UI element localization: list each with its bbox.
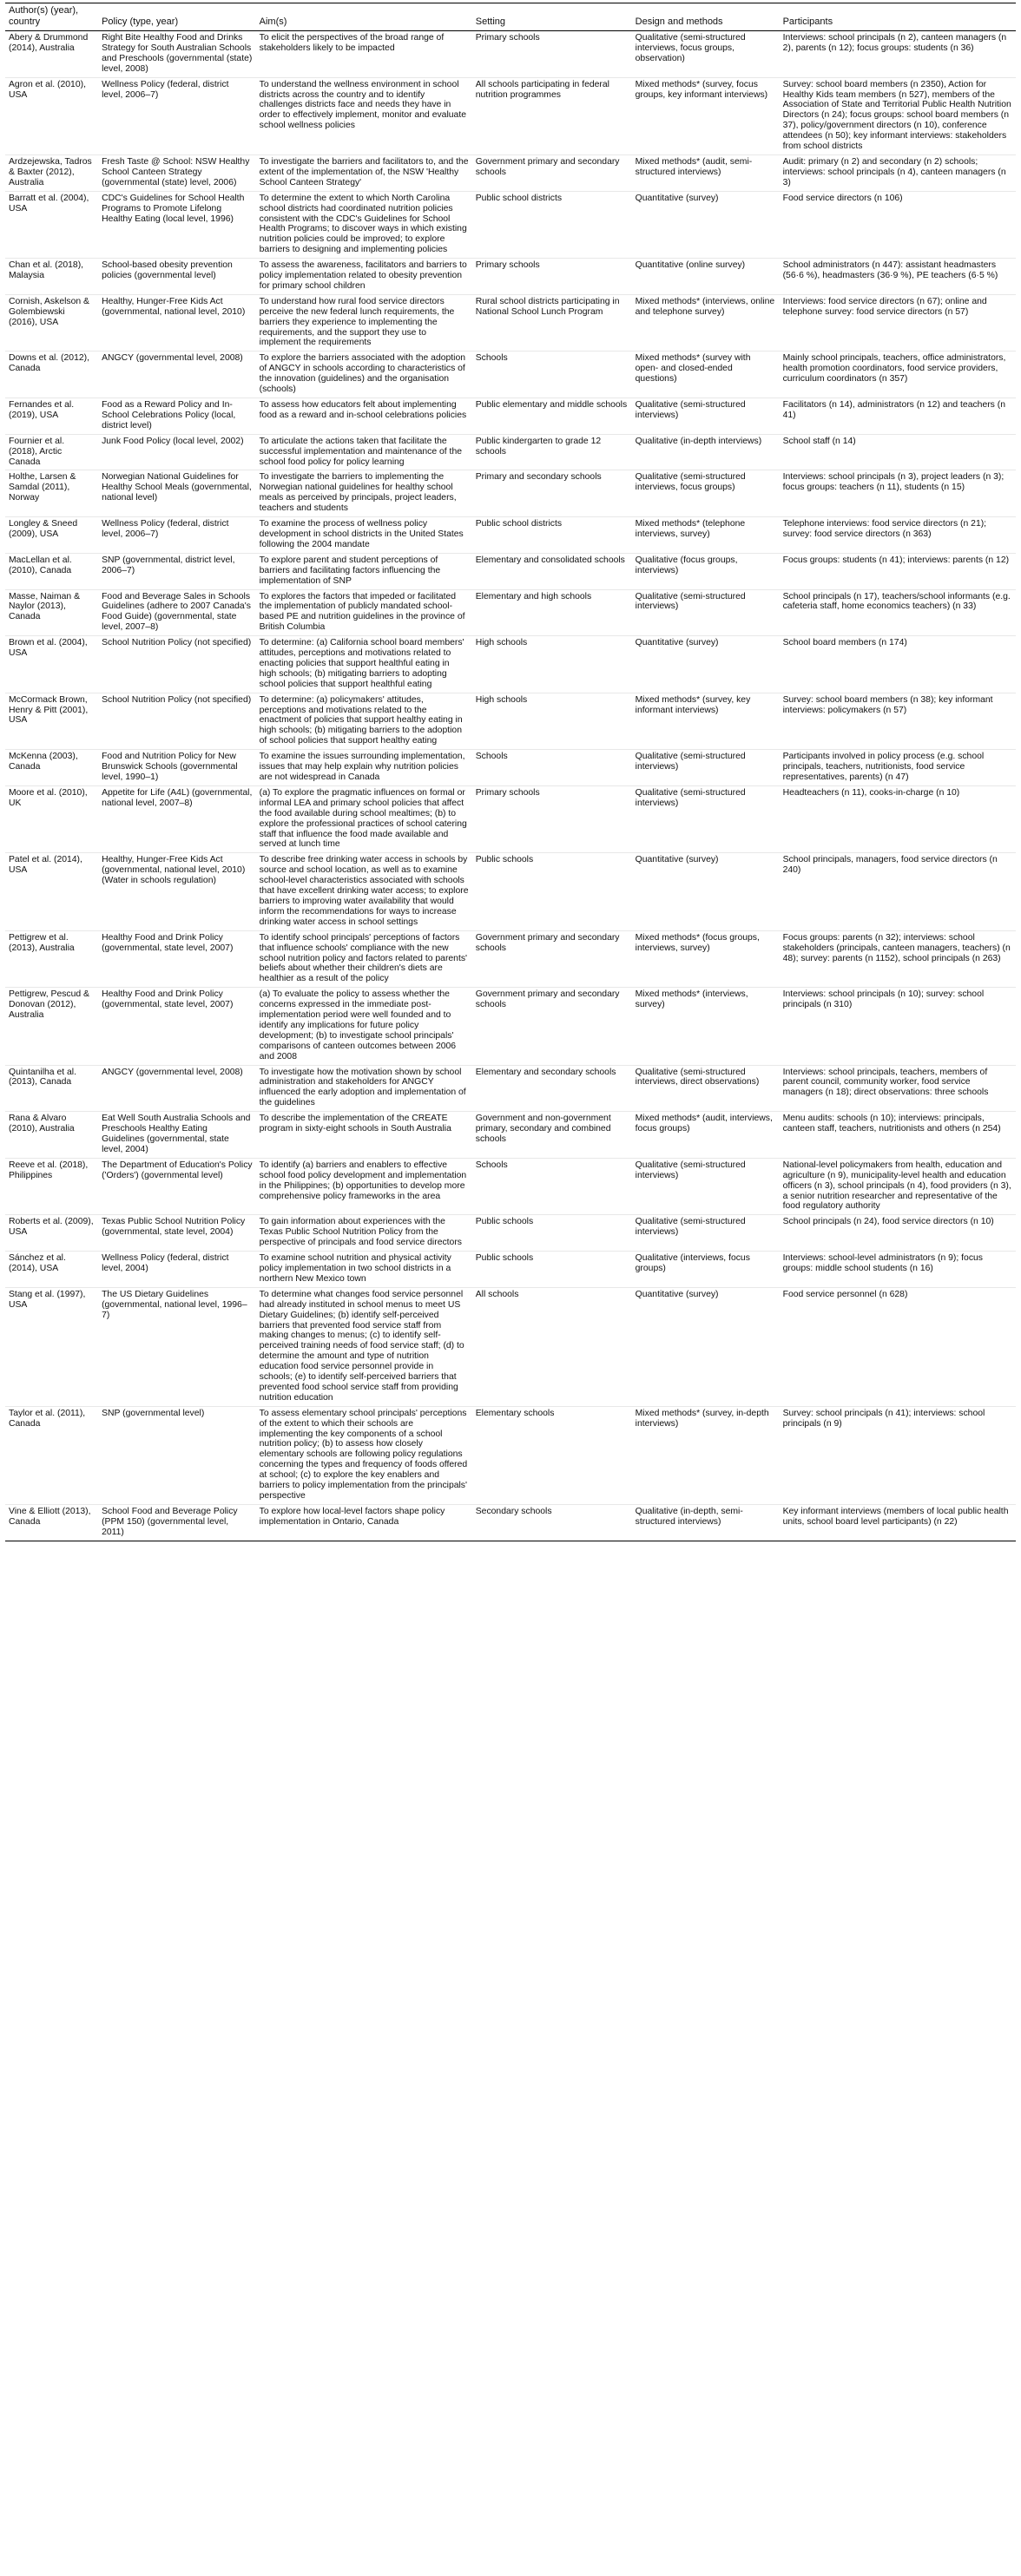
policy-cell: Fresh Taste @ School: NSW Healthy School Canteen Strategy (governmental (state) level, 2006)	[98, 154, 256, 191]
design-cell: Qualitative (in-depth, semi-structured interviews)	[632, 1504, 780, 1541]
design-cell: Mixed methods* (survey, key informant interviews)	[632, 693, 780, 750]
authors-cell: Holthe, Larsen & Samdal (2011), Norway	[5, 470, 98, 517]
column-header-setting: Setting	[472, 3, 632, 31]
aims-cell: To assess elementary school principals' perceptions of the extent to which their schools are implementing the key components of a school nutrition policy; (b) to assess how closely elementary schools are following policy regulations concerning the types and frequency of foods offered at school; (c) to explore the key enablers and barriers to policy implementation from the principals' perspective	[256, 1406, 472, 1504]
design-cell: Quantitative (survey)	[632, 1287, 780, 1406]
participants-cell: Menu audits: schools (n 10); interviews: principals, canteen staff, teachers, nutritionists and others (n 254)	[780, 1112, 1016, 1159]
authors-cell: Sánchez et al. (2014), USA	[5, 1252, 98, 1288]
setting-cell: Government primary and secondary schools	[472, 930, 632, 988]
participants-cell: National-level policymakers from health, education and agriculture (n 9), municipality-level health and education officers (n 3), school principals (n 4), food providers (n 3), a senior nutrition researcher and representative of the food regulatory authority	[780, 1158, 1016, 1215]
setting-cell: Public schools	[472, 1215, 632, 1252]
aims-cell: (a) To evaluate the policy to assess whether the concerns expressed in the immediate post-implementation period were well founded and to identify any implications for future policy development; (b) to investigate school principals' comparisons of canteen outcomes between 2006 and 2008	[256, 988, 472, 1065]
table-row	[5, 1252, 1016, 1288]
table-row	[5, 589, 1016, 636]
setting-cell: Public schools	[472, 853, 632, 930]
aims-cell: To understand the wellness environment in school districts across the country and to identify challenges districts face and needs they have in order to effectively implement, monitor and evaluate school wellness policies	[256, 77, 472, 154]
table-row	[5, 352, 1016, 398]
authors-cell: Rana & Alvaro (2010), Australia	[5, 1112, 98, 1159]
setting-cell: Schools	[472, 750, 632, 786]
setting-cell: Primary schools	[472, 31, 632, 78]
policy-cell: Junk Food Policy (local level, 2002)	[98, 434, 256, 470]
design-cell: Mixed methods* (interviews, survey)	[632, 988, 780, 1065]
aims-cell: To examine the issues surrounding implementation, issues that may help explain why nutrition policies are not widespread in Canada	[256, 750, 472, 786]
design-cell: Qualitative (semi-structured interviews)	[632, 1158, 780, 1215]
authors-cell: McKenna (2003), Canada	[5, 750, 98, 786]
setting-cell: Primary schools	[472, 785, 632, 852]
policy-cell: Healthy Food and Drink Policy (governmental, state level, 2007)	[98, 930, 256, 988]
table-row	[5, 434, 1016, 470]
table-row	[5, 398, 1016, 435]
aims-cell: To determine what changes food service personnel had already instituted in school menus to meet US Dietary Guidelines; (b) identify self-perceived barriers that prevented food service staff from making changes to menus; (c) to identify self-perceived training needs of food service staff; (d) to determine the amount and type of nutrition education food service personnel provide in schools; (e) to identify self-perceived barriers that prevented food school service staff from providing nutrition education	[256, 1287, 472, 1406]
policy-cell: ANGCY (governmental level, 2008)	[98, 352, 256, 398]
participants-cell: Interviews: school principals (n 2), canteen managers (n 2), parents (n 12); focus groups: students (n 36)	[780, 31, 1016, 78]
authors-cell: Masse, Naiman & Naylor (2013), Canada	[5, 589, 98, 636]
aims-cell: To gain information about experiences with the Texas Public School Nutrition Policy from the perspective of principals and food service directors	[256, 1215, 472, 1252]
setting-cell: Public elementary and middle schools	[472, 398, 632, 435]
table-row	[5, 77, 1016, 154]
authors-cell: Reeve et al. (2018), Philippines	[5, 1158, 98, 1215]
policy-cell: Appetite for Life (A4L) (governmental, national level, 2007–8)	[98, 785, 256, 852]
aims-cell: To articulate the actions taken that facilitate the successful implementation and maintenance of the school food policy for policy learning	[256, 434, 472, 470]
policy-cell: Eat Well South Australia Schools and Preschools Healthy Eating Guidelines (governmental, state level, 2004)	[98, 1112, 256, 1159]
design-cell: Mixed methods* (survey with open- and closed-ended questions)	[632, 352, 780, 398]
aims-cell: To identify school principals' perceptions of factors that influence schools' compliance with the new school nutrition policy and factors related to parents' beliefs about whether their children's diets are healthier as a result of the policy	[256, 930, 472, 988]
setting-cell: Elementary and secondary schools	[472, 1065, 632, 1112]
participants-cell: School principals (n 24), food service directors (n 10)	[780, 1215, 1016, 1252]
participants-cell: Interviews: school-level administrators (n 9); focus groups: middle school students (n 16)	[780, 1252, 1016, 1288]
setting-cell: High schools	[472, 636, 632, 693]
design-cell: Qualitative (semi-structured interviews)	[632, 1215, 780, 1252]
setting-cell: Elementary and consolidated schools	[472, 553, 632, 589]
table-row	[5, 1158, 1016, 1215]
authors-cell: Moore et al. (2010), UK	[5, 785, 98, 852]
policy-cell: CDC's Guidelines for School Health Programs to Promote Lifelong Healthy Eating (local level, 1996)	[98, 191, 256, 258]
aims-cell: To assess how educators felt about implementing food as a reward and in-school celebrations policies	[256, 398, 472, 435]
table-row	[5, 785, 1016, 852]
authors-cell: Stang et al. (1997), USA	[5, 1287, 98, 1406]
setting-cell: Government primary and secondary schools	[472, 988, 632, 1065]
policy-cell: Wellness Policy (federal, district level, 2006–7)	[98, 77, 256, 154]
design-cell: Qualitative (interviews, focus groups)	[632, 1252, 780, 1288]
authors-cell: Abery & Drummond (2014), Australia	[5, 31, 98, 78]
authors-cell: Patel et al. (2014), USA	[5, 853, 98, 930]
setting-cell: Public schools	[472, 1252, 632, 1288]
design-cell: Quantitative (online survey)	[632, 259, 780, 295]
table-row	[5, 988, 1016, 1065]
aims-cell: To describe free drinking water access in schools by source and school location, as well as to examine school-level characteristics associated with schools that have excellent drinking water access; to explore barriers to improving water availability that would inform the recommendations for ways to increase drinking water access in school settings	[256, 853, 472, 930]
participants-cell: Mainly school principals, teachers, office administrators, health promotion coordinators, food service providers, curriculum coordinators (n 357)	[780, 352, 1016, 398]
design-cell: Mixed methods* (audit, semi-structured interviews)	[632, 154, 780, 191]
table-body	[5, 31, 1016, 1541]
policy-cell: Healthy, Hunger-Free Kids Act (governmental, national level, 2010)	[98, 294, 256, 352]
authors-cell: Barratt et al. (2004), USA	[5, 191, 98, 258]
policy-cell: Food and Nutrition Policy for New Brunswick Schools (governmental level, 1990–1)	[98, 750, 256, 786]
setting-cell: Public school districts	[472, 191, 632, 258]
participants-cell: Interviews: school principals (n 3), project leaders (n 3); focus groups: teachers (n 11), students (n 15)	[780, 470, 1016, 517]
studies-table	[5, 3, 1016, 1541]
design-cell: Mixed methods* (survey, focus groups, key informant interviews)	[632, 77, 780, 154]
table-row	[5, 1215, 1016, 1252]
design-cell: Quantitative (survey)	[632, 636, 780, 693]
authors-cell: Ardzejewska, Tadros & Baxter (2012), Australia	[5, 154, 98, 191]
table-row	[5, 470, 1016, 517]
authors-cell: Chan et al. (2018), Malaysia	[5, 259, 98, 295]
design-cell: Quantitative (survey)	[632, 853, 780, 930]
setting-cell: Public school districts	[472, 517, 632, 554]
setting-cell: All schools participating in federal nutrition programmes	[472, 77, 632, 154]
participants-cell: Survey: school board members (n 38); key informant interviews: policymakers (n 57)	[780, 693, 1016, 750]
setting-cell: High schools	[472, 693, 632, 750]
design-cell: Mixed methods* (survey, in-depth interviews)	[632, 1406, 780, 1504]
authors-cell: MacLellan et al. (2010), Canada	[5, 553, 98, 589]
authors-cell: Quintanilha et al. (2013), Canada	[5, 1065, 98, 1112]
aims-cell: To assess the awareness, facilitators and barriers to policy implementation related to obesity prevention for primary school children	[256, 259, 472, 295]
design-cell: Mixed methods* (interviews, online and telephone survey)	[632, 294, 780, 352]
participants-cell: Headteachers (n 11), cooks-in-charge (n 10)	[780, 785, 1016, 852]
table-row	[5, 154, 1016, 191]
participants-cell: Telephone interviews: food service directors (n 21); survey: food service directors (n 363)	[780, 517, 1016, 554]
setting-cell: Public kindergarten to grade 12 schools	[472, 434, 632, 470]
aims-cell: To determine: (a) policymakers' attitudes, perceptions and motivations related to the enactment of policies that support healthy eating in high schools; (b) mitigating barriers to the adoption of school policies that support healthy eating	[256, 693, 472, 750]
design-cell: Qualitative (semi-structured interviews)	[632, 750, 780, 786]
table-row	[5, 1504, 1016, 1541]
participants-cell: Focus groups: students (n 41); interviews: parents (n 12)	[780, 553, 1016, 589]
setting-cell: Primary and secondary schools	[472, 470, 632, 517]
policy-cell: Texas Public School Nutrition Policy (governmental, state level, 2004)	[98, 1215, 256, 1252]
table-row	[5, 259, 1016, 295]
authors-cell: Pettigrew, Pescud & Donovan (2012), Australia	[5, 988, 98, 1065]
design-cell: Qualitative (focus groups, interviews)	[632, 553, 780, 589]
policy-cell: School Nutrition Policy (not specified)	[98, 636, 256, 693]
policy-cell: School Food and Beverage Policy (PPM 150) (governmental level, 2011)	[98, 1504, 256, 1541]
authors-cell: Fernandes et al. (2019), USA	[5, 398, 98, 435]
policy-cell: Healthy Food and Drink Policy (governmental, state level, 2007)	[98, 988, 256, 1065]
participants-cell: Focus groups: parents (n 32); interviews: school stakeholders (principals, canteen managers, teachers) (n 48); survey: parents (n 1152), school principals (n 263)	[780, 930, 1016, 988]
table-row	[5, 1065, 1016, 1112]
column-header-participants: Participants	[780, 3, 1016, 31]
aims-cell: To explore the barriers associated with the adoption of ANGCY in schools according to characteristics of the innovation (guidelines) and the organisation (schools)	[256, 352, 472, 398]
aims-cell: To explores the factors that impeded or facilitated the implementation of publicly mandated school-based PE and nutrition guidelines in the province of British Columbia	[256, 589, 472, 636]
setting-cell: Government and non-government primary, secondary and combined schools	[472, 1112, 632, 1159]
design-cell: Qualitative (semi-structured interviews)	[632, 785, 780, 852]
policy-cell: Food as a Reward Policy and In-School Celebrations Policy (local, district level)	[98, 398, 256, 435]
table-row	[5, 693, 1016, 750]
setting-cell: Schools	[472, 1158, 632, 1215]
table-row	[5, 1112, 1016, 1159]
participants-cell: Key informant interviews (members of local public health units, school board level participants) (n 22)	[780, 1504, 1016, 1541]
table-row	[5, 930, 1016, 988]
aims-cell: To investigate the barriers to implementing the Norwegian national guidelines for healthy school meals as perceived by principals, project leaders, teachers and students	[256, 470, 472, 517]
policy-cell: Norwegian National Guidelines for Healthy School Meals (governmental, national level)	[98, 470, 256, 517]
authors-cell: Downs et al. (2012), Canada	[5, 352, 98, 398]
participants-cell: School principals (n 17), teachers/school informants (e.g. cafeteria staff, home economics teachers) (n 33)	[780, 589, 1016, 636]
participants-cell: Interviews: school principals (n 10); survey: school principals (n 310)	[780, 988, 1016, 1065]
design-cell: Quantitative (survey)	[632, 191, 780, 258]
authors-cell: Brown et al. (2004), USA	[5, 636, 98, 693]
column-header-design: Design and methods	[632, 3, 780, 31]
aims-cell: To elicit the perspectives of the broad range of stakeholders likely to be impacted	[256, 31, 472, 78]
design-cell: Qualitative (semi-structured interviews, direct observations)	[632, 1065, 780, 1112]
aims-cell: To investigate how the motivation shown by school administration and stakeholders for ANGCY influenced the early adoption and implementation of the guidelines	[256, 1065, 472, 1112]
participants-cell: Interviews: food service directors (n 67); online and telephone survey: food service directors (n 57)	[780, 294, 1016, 352]
policy-cell: SNP (governmental, district level, 2006–7)	[98, 553, 256, 589]
table-row	[5, 191, 1016, 258]
table-row	[5, 1406, 1016, 1504]
design-cell: Mixed methods* (focus groups, interviews, survey)	[632, 930, 780, 988]
aims-cell: (a) To explore the pragmatic influences on formal or informal LEA and primary school policies that affect the food available during school mealtimes; (b) to explore the professional practices of school catering staff that influence the food made available and served at lunch time	[256, 785, 472, 852]
aims-cell: To investigate the barriers and facilitators to, and the extent of the implementation of, the NSW 'Healthy School Canteen Strategy'	[256, 154, 472, 191]
aims-cell: To explore parent and student perceptions of barriers and facilitating factors influencing the implementation of SNP	[256, 553, 472, 589]
setting-cell: Elementary and high schools	[472, 589, 632, 636]
design-cell: Mixed methods* (audit, interviews, focus groups)	[632, 1112, 780, 1159]
design-cell: Qualitative (semi-structured interviews, focus groups)	[632, 470, 780, 517]
aims-cell: To determine: (a) California school board members' attitudes, perceptions and motivations related to enacting policies that support healthful eating in high schools; (b) mitigating barriers to adopting school policies that support healthful eating	[256, 636, 472, 693]
participants-cell: School staff (n 14)	[780, 434, 1016, 470]
authors-cell: Longley & Sneed (2009), USA	[5, 517, 98, 554]
participants-cell: School principals, managers, food service directors (n 240)	[780, 853, 1016, 930]
policy-cell: Wellness Policy (federal, district level, 2004)	[98, 1252, 256, 1288]
column-header-aims: Aim(s)	[256, 3, 472, 31]
aims-cell: To identify (a) barriers and enablers to effective school food policy development and implementation in the Philippines; (b) opportunities to develop more comprehensive policy frameworks in the area	[256, 1158, 472, 1215]
participants-cell: Food service personnel (n 628)	[780, 1287, 1016, 1406]
authors-cell: Taylor et al. (2011), Canada	[5, 1406, 98, 1504]
policy-cell: Right Bite Healthy Food and Drinks Strategy for South Australian Schools and Preschools (governmental (state) level, 2008)	[98, 31, 256, 78]
policy-cell: ANGCY (governmental level, 2008)	[98, 1065, 256, 1112]
table-row	[5, 1287, 1016, 1406]
policy-cell: School-based obesity prevention policies (governmental level)	[98, 259, 256, 295]
table-row	[5, 636, 1016, 693]
aims-cell: To understand how rural food service directors perceive the new federal lunch requirements, the barriers they experience to implementing the requirements, and the support they use to implement the requirements	[256, 294, 472, 352]
setting-cell: Government primary and secondary schools	[472, 154, 632, 191]
setting-cell: Elementary schools	[472, 1406, 632, 1504]
policy-cell: Food and Beverage Sales in Schools Guidelines (adhere to 2007 Canada's Food Guide) (governmental, state level, 2007–8)	[98, 589, 256, 636]
policy-cell: Healthy, Hunger-Free Kids Act (governmental, national level, 2010) (Water in schools regulation)	[98, 853, 256, 930]
table-row	[5, 853, 1016, 930]
participants-cell: Survey: school board members (n 2350), Action for Healthy Kids team members (n 527), members of the Association of State and Territorial Public Health Nutrition Directors (n 24); focus groups: school board members (n 37), policy/government directors (n 10), conference attendees (n 50); key informant interviews: stakeholders from school districts	[780, 77, 1016, 154]
design-cell: Qualitative (in-depth interviews)	[632, 434, 780, 470]
setting-cell: Rural school districts participating in National School Lunch Program	[472, 294, 632, 352]
authors-cell: McCormack Brown, Henry & Pitt (2001), USA	[5, 693, 98, 750]
design-cell: Qualitative (semi-structured interviews)	[632, 398, 780, 435]
aims-cell: To explore how local-level factors shape policy implementation in Ontario, Canada	[256, 1504, 472, 1541]
authors-cell: Pettigrew et al. (2013), Australia	[5, 930, 98, 988]
authors-cell: Fournier et al. (2018), Arctic Canada	[5, 434, 98, 470]
column-header-policy: Policy (type, year)	[98, 3, 256, 31]
authors-cell: Agron et al. (2010), USA	[5, 77, 98, 154]
authors-cell: Roberts et al. (2009), USA	[5, 1215, 98, 1252]
aims-cell: To examine school nutrition and physical activity policy implementation in two school districts in a northern New Mexico town	[256, 1252, 472, 1288]
table-row	[5, 517, 1016, 554]
setting-cell: Primary schools	[472, 259, 632, 295]
participants-cell: Participants involved in policy process (e.g. school principals, teachers, nutritionists, food service representatives, parents) (n 47)	[780, 750, 1016, 786]
participants-cell: Audit: primary (n 2) and secondary (n 2) schools; interviews: school principals (n 4), canteen managers (n 3)	[780, 154, 1016, 191]
table-row	[5, 31, 1016, 78]
design-cell: Qualitative (semi-structured interviews)	[632, 589, 780, 636]
table-row	[5, 294, 1016, 352]
participants-cell: School board members (n 174)	[780, 636, 1016, 693]
policy-cell: The Department of Education's Policy ('Orders') (governmental level)	[98, 1158, 256, 1215]
aims-cell: To describe the implementation of the CREATE program in sixty-eight schools in South Australia	[256, 1112, 472, 1159]
policy-cell: SNP (governmental level)	[98, 1406, 256, 1504]
setting-cell: Secondary schools	[472, 1504, 632, 1541]
policy-cell: The US Dietary Guidelines (governmental, national level, 1996–7)	[98, 1287, 256, 1406]
setting-cell: Schools	[472, 352, 632, 398]
table-row	[5, 553, 1016, 589]
design-cell: Mixed methods* (telephone interviews, survey)	[632, 517, 780, 554]
participants-cell: Facilitators (n 14), administrators (n 12) and teachers (n 41)	[780, 398, 1016, 435]
participants-cell: Food service directors (n 106)	[780, 191, 1016, 258]
setting-cell: All schools	[472, 1287, 632, 1406]
aims-cell: To determine the extent to which North Carolina school districts had coordinated nutrition policies consistent with the CDC's Guidelines for School Health Programs; to discover ways in which existing nutrition policies could be improved; to explore barriers to designing and implementing policies	[256, 191, 472, 258]
authors-cell: Cornish, Askelson & Golembiewski (2016), USA	[5, 294, 98, 352]
participants-cell: School administrators (n 447): assistant headmasters (56·6 %), headmasters (36·9 %), PE teachers (6·5 %)	[780, 259, 1016, 295]
participants-cell: Survey: school principals (n 41); interviews: school principals (n 9)	[780, 1406, 1016, 1504]
policy-cell: Wellness Policy (federal, district level, 2006–7)	[98, 517, 256, 554]
column-header-authors: Author(s) (year), country	[5, 3, 98, 31]
table-header	[5, 3, 1016, 31]
design-cell: Qualitative (semi-structured interviews, focus groups, observation)	[632, 31, 780, 78]
table-row	[5, 750, 1016, 786]
authors-cell: Vine & Elliott (2013), Canada	[5, 1504, 98, 1541]
header-row	[5, 3, 1016, 31]
aims-cell: To examine the process of wellness policy development in school districts in the United States following the 2004 mandate	[256, 517, 472, 554]
participants-cell: Interviews: school principals, teachers, members of parent council, community worker, food service managers (n 18); direct observations: three schools	[780, 1065, 1016, 1112]
policy-cell: School Nutrition Policy (not specified)	[98, 693, 256, 750]
